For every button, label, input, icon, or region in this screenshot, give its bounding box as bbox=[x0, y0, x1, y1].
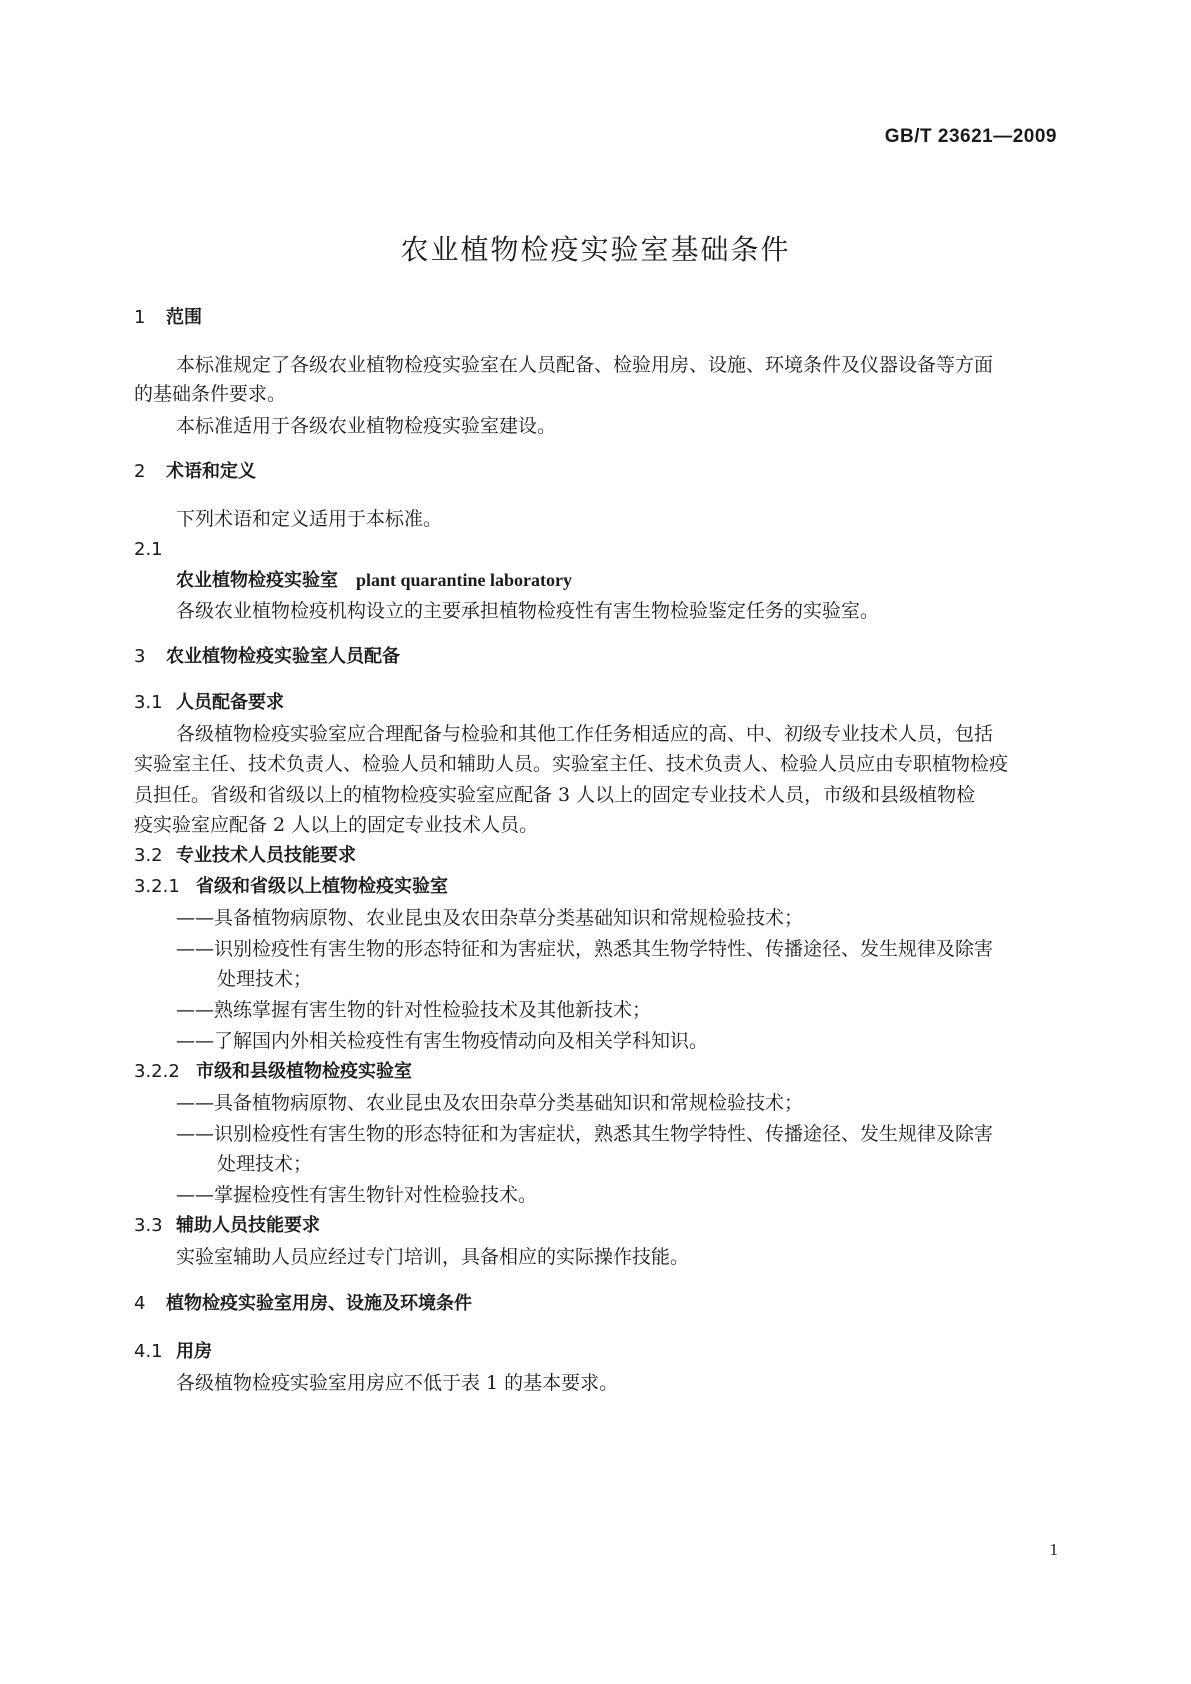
section-title: 术语和定义 bbox=[166, 461, 256, 482]
term-chinese: 农业植物检疫实验室 bbox=[176, 570, 338, 591]
section-number: 2 bbox=[134, 461, 146, 482]
dash-list-item: ——了解国内外相关检疫性有害生物疫情动向及相关学科知识。 bbox=[176, 1030, 709, 1052]
standard-code: GB/T 23621—2009 bbox=[884, 126, 1057, 147]
paragraph-line: 疫实验室应配备 2 人以上的固定专业技术人员。 bbox=[134, 814, 539, 836]
section-1-heading bbox=[134, 303, 202, 333]
paragraph-line: 实验室主任、技术负责人、检验人员和辅助人员。实验室主任、技术负责人、检验人员应由专职植物检疫 bbox=[134, 753, 1009, 775]
clause-title: 省级和省级以上植物检疫实验室 bbox=[196, 876, 448, 897]
clause-3-2-2-heading bbox=[134, 1057, 412, 1087]
paragraph-line: 本标准适用于各级农业植物检疫实验室建设。 bbox=[176, 415, 557, 437]
clause-title: 人员配备要求 bbox=[176, 692, 284, 713]
paragraph-line: 各级植物检疫实验室用房应不低于表 1 的基本要求。 bbox=[176, 1372, 619, 1394]
clause-title: 辅助人员技能要求 bbox=[176, 1215, 320, 1236]
section-number: 1 bbox=[134, 307, 146, 328]
paragraph-line: 员担任。省级和省级以上的植物检疫实验室应配备 3 人以上的固定专业技术人员，市级和县级植物检 bbox=[134, 784, 976, 806]
clause-number: 3.2.2 bbox=[134, 1061, 180, 1082]
paragraph-line: 各级植物检疫实验室应合理配备与检验和其他工作任务相适应的高、中、初级专业技术人员，包括 bbox=[176, 723, 994, 745]
clause-3-1-heading bbox=[134, 688, 284, 718]
paragraph-line: 实验室辅助人员应经过专门培训，具备相应的实际操作技能。 bbox=[176, 1246, 690, 1268]
clause-3-2-1-heading bbox=[134, 872, 448, 902]
section-2-heading bbox=[134, 457, 256, 487]
dash-list-item-continuation: 处理技术； bbox=[217, 1153, 313, 1175]
section-3-heading bbox=[134, 642, 400, 672]
clause-number: 3.1 bbox=[134, 692, 163, 713]
clause-3-2-heading bbox=[134, 841, 356, 871]
term-english: plant quarantine laboratory bbox=[356, 570, 573, 590]
term-entry bbox=[176, 565, 572, 596]
section-number: 3 bbox=[134, 646, 146, 667]
section-title: 农业植物检疫实验室人员配备 bbox=[166, 646, 400, 667]
section-title: 植物检疫实验室用房、设施及环境条件 bbox=[166, 1293, 472, 1314]
clause-2-1-number: 2.1 bbox=[134, 539, 163, 560]
document-title: 农业植物检疫实验室基础条件 bbox=[400, 233, 791, 266]
paragraph-line: 下列术语和定义适用于本标准。 bbox=[176, 508, 443, 530]
clause-4-1-heading bbox=[134, 1337, 212, 1367]
clause-title: 市级和县级植物检疫实验室 bbox=[196, 1061, 412, 1082]
clause-number: 3.3 bbox=[134, 1215, 163, 1236]
section-title: 范围 bbox=[166, 307, 202, 328]
page-number: 1 bbox=[1049, 1540, 1058, 1559]
clause-number: 3.2.1 bbox=[134, 876, 180, 897]
clause-title: 专业技术人员技能要求 bbox=[176, 845, 356, 866]
dash-list-item: ——识别检疫性有害生物的形态特征和为害症状，熟悉其生物学特性、传播途径、发生规律及除害 bbox=[176, 938, 994, 960]
section-number: 4 bbox=[134, 1293, 146, 1314]
dash-list-item: ——熟练掌握有害生物的针对性检验技术及其他新技术； bbox=[176, 999, 652, 1021]
paragraph-line: 的基础条件要求。 bbox=[134, 383, 287, 405]
clause-3-3-heading bbox=[134, 1211, 320, 1241]
dash-list-item: ——掌握检疫性有害生物针对性检验技术。 bbox=[176, 1184, 538, 1206]
dash-list-item: ——具备植物病原物、农业昆虫及农田杂草分类基础知识和常规检验技术； bbox=[176, 907, 804, 929]
section-4-heading bbox=[134, 1289, 472, 1319]
clause-number: 3.2 bbox=[134, 845, 163, 866]
dash-list-item: ——识别检疫性有害生物的形态特征和为害症状，熟悉其生物学特性、传播途径、发生规律及除害 bbox=[176, 1123, 994, 1145]
term-definition: 各级农业植物检疫机构设立的主要承担植物检疫性有害生物检验鉴定任务的实验室。 bbox=[176, 600, 880, 622]
dash-list-item-continuation: 处理技术； bbox=[217, 968, 313, 990]
clause-title: 用房 bbox=[176, 1341, 212, 1362]
clause-number: 4.1 bbox=[134, 1341, 163, 1362]
paragraph-line: 本标准规定了各级农业植物检疫实验室在人员配备、检验用房、设施、环境条件及仪器设备等方面 bbox=[176, 354, 994, 376]
dash-list-item: ——具备植物病原物、农业昆虫及农田杂草分类基础知识和常规检验技术； bbox=[176, 1092, 804, 1114]
